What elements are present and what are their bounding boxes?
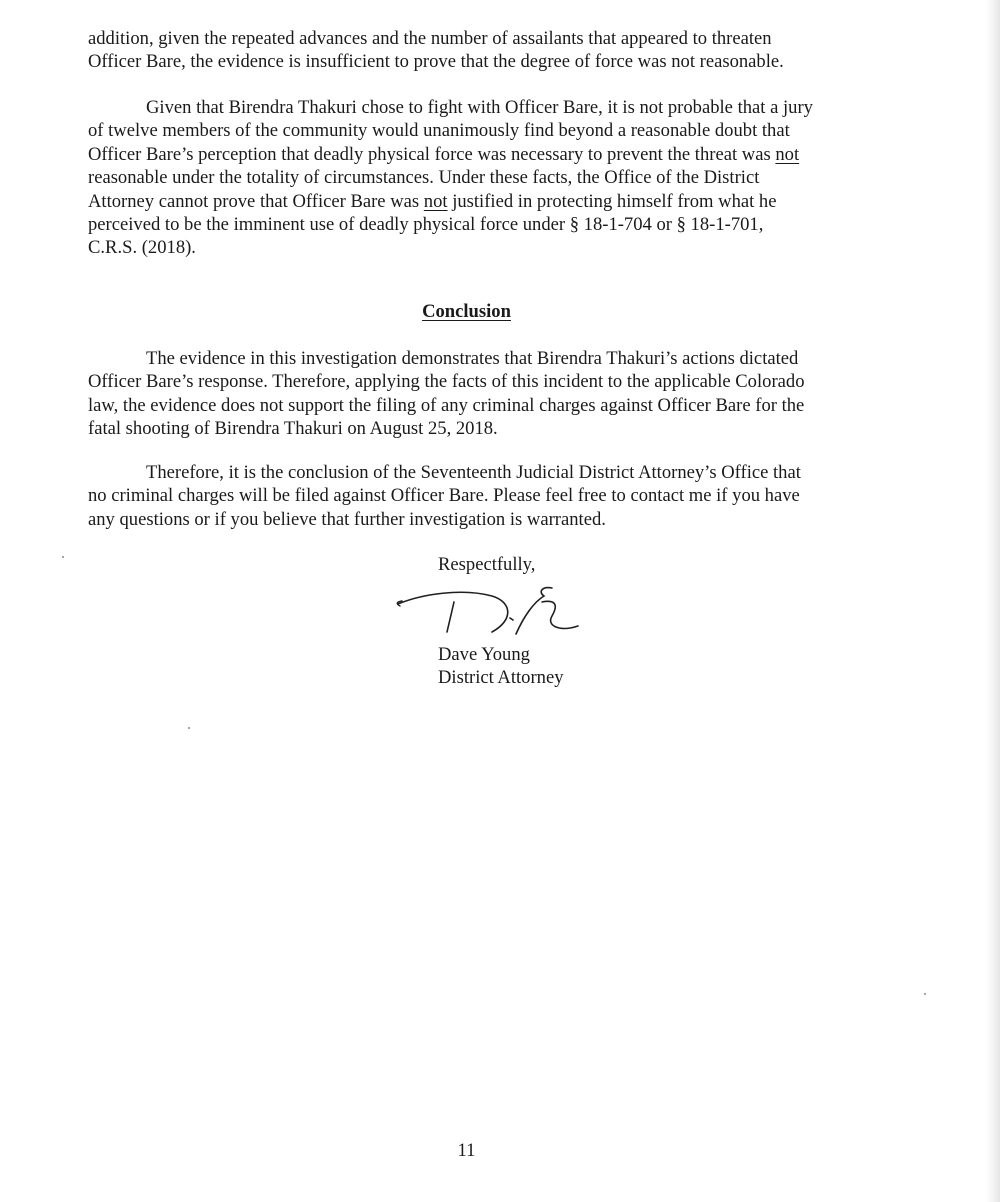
text-line — [88, 190, 868, 213]
paragraph-intro-tail — [88, 27, 868, 74]
text-line: perceived to be the imminent use of deadly physical force under § 18-1-704 or § 18-1-701, — [88, 214, 764, 236]
text-line: Officer Bare’s response. Therefore, applying the facts of this incident to the applicable Colorado — [88, 371, 805, 393]
text-line: Therefore, it is the conclusion of the Seventeenth Judicial District Attorney’s Office that — [146, 462, 801, 483]
scan-edge-shadow — [986, 0, 1000, 1202]
text-line: addition, given the repeated advances and the number of assailants that appeared to threaten — [88, 28, 772, 49]
scan-speck — [924, 993, 926, 995]
underlined-not: not — [775, 143, 800, 165]
page-number: 11 — [457, 1140, 476, 1161]
text-segment: justified in protecting himself from what he — [447, 190, 777, 212]
text-line: C.R.S. (2018). — [88, 237, 196, 259]
paragraph-jury — [88, 96, 868, 260]
handwritten-signature-icon — [392, 582, 592, 642]
closing-salutation: Respectfully, — [438, 554, 536, 575]
text-line: no criminal charges will be filed against Officer Bare. Please feel free to contact me if you have — [88, 485, 800, 507]
text-segment: Attorney cannot prove that Officer Bare was — [88, 190, 424, 212]
section-heading-conclusion: Conclusion — [422, 301, 511, 322]
signer-block — [438, 643, 564, 690]
text-line: reasonable under the totality of circumstances. Under these facts, the Office of the District — [88, 167, 760, 189]
underlined-not: not — [423, 190, 448, 212]
text-line: law, the evidence does not support the filing of any criminal charges against Officer Bare for the — [88, 394, 805, 416]
paragraph-therefore — [88, 461, 868, 531]
paragraph-evidence — [88, 347, 868, 441]
text-line: Officer Bare, the evidence is insufficient to prove that the degree of force was not reasonable. — [88, 51, 784, 73]
signer-name: Dave Young — [438, 644, 530, 665]
text-line: any questions or if you believe that further investigation is warranted. — [88, 508, 606, 530]
signer-title: District Attorney — [438, 667, 564, 689]
text-line: of twelve members of the community would unanimously find beyond a reasonable doubt that — [88, 120, 790, 142]
text-line: The evidence in this investigation demonstrates that Birendra Thakuri’s actions dictated — [146, 348, 799, 369]
scan-speck — [188, 727, 190, 729]
text-line — [88, 143, 868, 166]
scan-speck — [62, 556, 64, 558]
text-line: Given that Birendra Thakuri chose to fight with Officer Bare, it is not probable that a jury — [146, 97, 813, 118]
text-segment: Officer Bare’s perception that deadly physical force was necessary to prevent the threat was — [88, 143, 776, 165]
text-line: fatal shooting of Birendra Thakuri on August 25, 2018. — [88, 418, 498, 440]
